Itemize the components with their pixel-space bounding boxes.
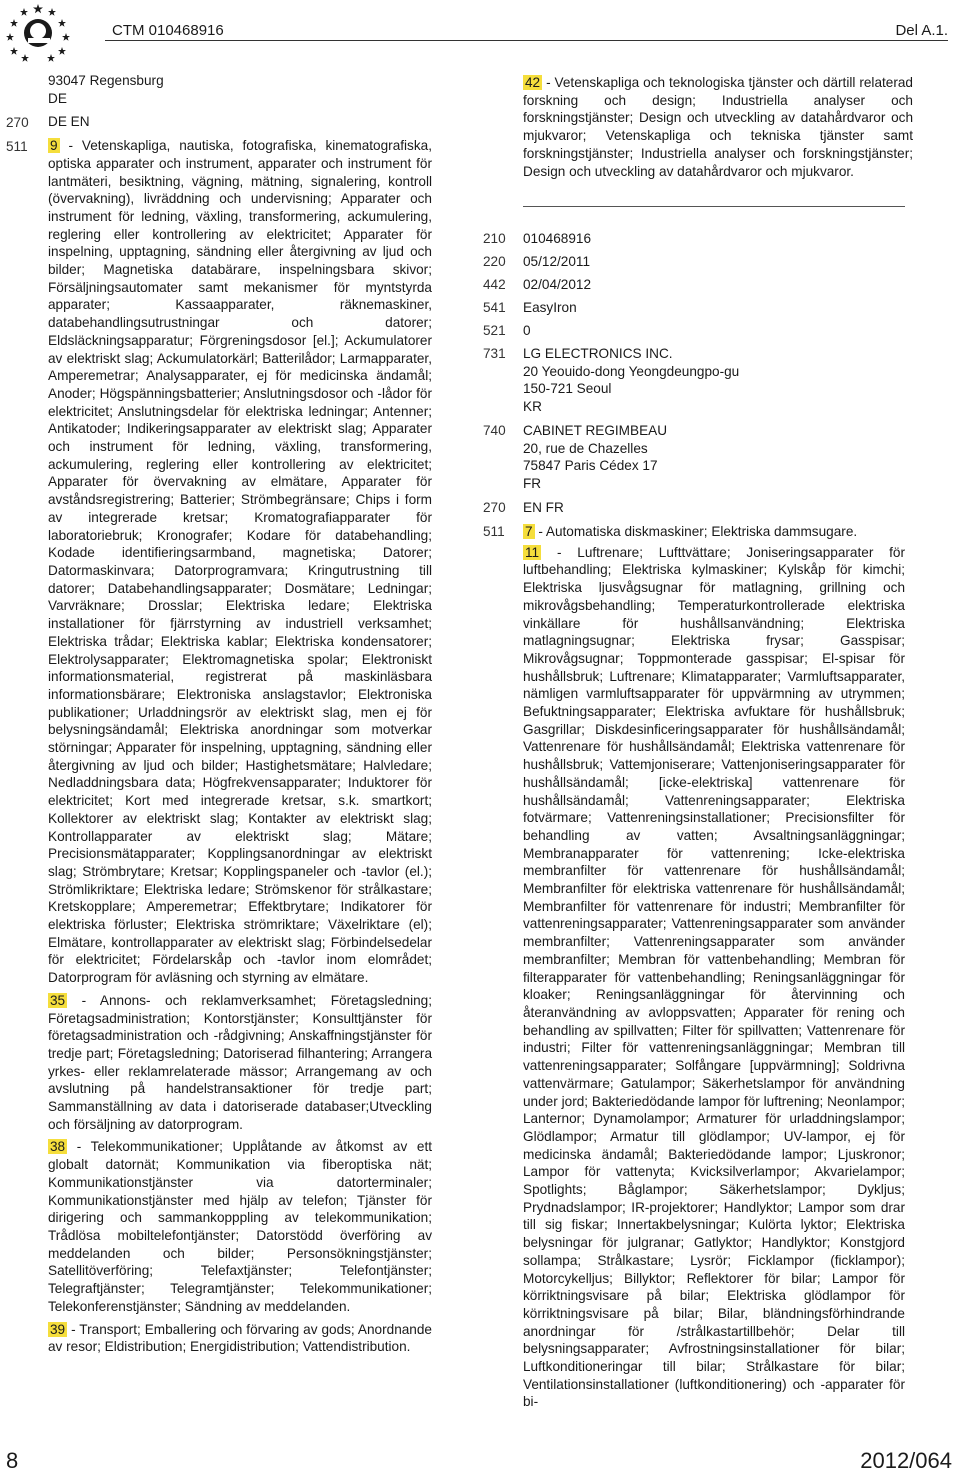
representative-city: 75847 Paris Cédex 17 [523, 458, 658, 474]
code-541: 541 [483, 300, 506, 315]
filing-number: 010468916 [523, 231, 592, 246]
publication-date: 02/04/2012 [523, 277, 592, 292]
class-38-text: - Telekommunikationer; Upplåtande av åtkomst av ett globalt datornät; Kommunikation via fiberoptiska nät; Kommunikationstjänster via datorterminaler; Kommunikationstjänster med hjälp av telefon; Tjänster för dirigering och sammankopppling av telekommunikation; Trådlösa mobiltelefontjänster; Datorstödd överföring av meddelanden och bilder; Personsökningstjänster; Satellitöverföring; Telefaxtjänster; Telefontjänster; Telegraftjänster; Telegramtjänster; Telekommunikationer; Telekonferenstjänster; Sändning av meddelanden. [48, 1139, 432, 1314]
code-511: 511 [6, 139, 28, 154]
class-39-paragraph [48, 1321, 432, 1356]
class-38-number: 38 [50, 1139, 66, 1155]
representative-block [523, 422, 667, 493]
code-270: 270 [6, 115, 29, 130]
owner-name: LG ELECTRONICS INC. [523, 346, 673, 361]
class-42-block [523, 74, 913, 180]
code-270-right: 270 [483, 500, 506, 515]
document-part: Del A.1. [895, 22, 948, 39]
class-42-paragraph [523, 74, 913, 180]
representative-street: 20, rue de Chazelles [523, 440, 648, 456]
code-521: 521 [483, 323, 506, 338]
code-511-right: 511 [483, 524, 505, 539]
mark-name: EasyIron [523, 300, 577, 315]
representative-country: FR [523, 476, 542, 492]
document-reference: CTM 010468916 [112, 22, 224, 39]
filing-date: 05/12/2011 [523, 254, 591, 269]
class-35-number: 35 [50, 992, 66, 1008]
class-7-text: - Automatiska diskmaskiner; Elektriska dammsugare. [538, 524, 858, 539]
code-731: 731 [483, 346, 506, 361]
owner-street: 20 Yeouido-dong Yeongdeungpo-gu [523, 363, 740, 379]
class-9-paragraph [48, 137, 432, 987]
representative-name: CABINET REGIMBEAU [523, 423, 668, 438]
owner-block [523, 345, 739, 416]
languages-right: EN FR [523, 500, 564, 515]
languages: DE EN [48, 114, 90, 130]
class-9-number: 9 [50, 138, 58, 154]
owner-city: 150-721 Seoul [523, 381, 612, 397]
code-521-value: 0 [523, 323, 531, 338]
page-number: 8 [6, 1448, 19, 1473]
code-220: 220 [483, 254, 506, 269]
class-11-number: 11 [525, 544, 540, 560]
class-7-number: 7 [525, 524, 533, 539]
class-39-text: - Transport; Emballering och förvaring av gods; Anordnande av resor; Eldistribution; Energidistribution; Vattendistribution. [48, 1321, 432, 1355]
class-39-number: 39 [50, 1321, 66, 1337]
entry-separator [523, 206, 905, 207]
class-35-text: - Annons- och reklamverksamhet; Företagsledning; Företagsadministration; Kontorstjänster; Konsulttjänster för företagsadministration och -rådgivning; Anskaffningstjänster för tredje part; Företagsledning; Datoriserad filhantering; Arrangera yrkes- eller reklamrelaterade mässor; Arrangemang av och avslutning på handelstransaktioner för tredje part; Sammanställning av data i datoriserade databaser;Utveckling och försäljning av datorprogram. [48, 992, 432, 1132]
goods-services-right [523, 523, 905, 1411]
left-column [48, 72, 432, 1356]
class-38-paragraph [48, 1138, 432, 1315]
address-country: DE [48, 90, 67, 106]
class-11-paragraph [523, 544, 905, 1411]
class-42-text: - Vetenskapliga och teknologiska tjänster och därtill relaterad forskning och design; Industriella analyser och forskningstjänster; Design och utveckling av datahårdvaror och mjukvaror; Vetenskapliga och tekniska tjänster samt forskningstjänster; Industriella analyser och forskningstjänster; Design och utveckling av datahårdvaror och mjukvaror. [523, 75, 913, 179]
class-11-text: - Luftrenare; Lufttvättare; Joniseringsapparater för luftbehandling; Elektriska kylmaskiner; Kylskåp för kimchi; Elektriska ljusvågsugnar för matlagning, grillning och mikrovågsbehandling; Temperaturkontrollerade elektriska vinkällare för hushållsanvändning; Elektriska matlagningsugnar; Elektriska frysar; Gasspisar; Mikrovågsugnar; Toppmonterade gasspisar; El-spisar för hushållsbruk; Luftrenare; Klimatapparater; Varmluftsapparater, nämligen varmluftsapparater för uppvärmning av utrymmen; Befuktningsapparater; Elektriska avfuktare för hushållsbruk; Gasgrillar; Diskdesinficeringsapparater för hushållsändamål; Vattenrenare för hushållsändamål; Elektriska vattenrenare för hushållsbruk; Vattemjoniserare; Vattenjoniseringsapparater för hushållsändamål; [icke-elektriska] vattenrenare för hushållsändamål; Vattenreningsapparater; Elektriska fotvärmare; Vattenreningsinstallationer; Precisionsfilter för behandling av vatten; Avsaltningsanläggningar; Membranapparater för vattenrening; Icke-elektriska membranfilter för vattenrenare för hushållsändamål; Membranfilter för elektriska vattenrenare för hushållsändamål; Membranfilter för vattenrenare för industri; Membranfilter för vattenreningsapparater; Vattenreningsapparater som använder membranfilter; Vattenreningsapparater som använder membranfilter; Membran för vattenbehandling; Membran för filterapparater för vattenbehandling; Reningsanläggningar för kloaker; Reningsanläggningar för återvinning och återanvändning av avloppsvatten; Apparater för rening och behandling av spillvatten; Filter för spillvatten; Vattenrenare för industri; Filter för vattenreningsanläggningar; Membran till vattenreningsapparater; Solfångare [uppvärmning]; Soldrivna vattenvärmare; Gatulampor; Säkerhetslampor för användning under jord; Bakteriedödande lampor för luftrening; Neonlampor; Lanternor; Dynamolampor; Armaturer för urladdningslampor; Glödlampor; Armatur till glödlampor; UV-lampor, ej för medicinska ändamål; Bakteriedödande lampor; Ljuskronor; Lampor för vattenyta; Kvicksilverlampor; Akvarielampor; Spotlights; Båglampor; Säkerhetslampor; Dykljus; Prydnadslampor; IR-projektorer; Handlyktor; Lampor som drar till sig fiskar; Innertakbelysningar; Kulörta lyktor; Elektriska belysningar för julgranar; Gatlyktor; Handlyktor; Konstgjord sollampa; Strålkastare; Lysrör; Ficklampor (ficklampor); Motorcykelljus; Billyktor; Reflektorer för bilar; Lampor för körriktningsvisare på bilar; Elektriska glödlampor för körriktningsvisare på bilar; Bilar, bländningsförhindrande anordningar för /strålkastartillbehör; Delar till belysningsapparater; Avfrostningsinstallationer för bilar; Luftkonditioneringar till bilar; Strålkastare för bilar; Ventilationsinstallationer (luftkonditionering) och -apparater för bi- [523, 544, 906, 1410]
class-7-paragraph [523, 523, 905, 541]
header-rule [105, 40, 948, 41]
class-9-text: - Vetenskapliga, nautiska, fotografiska, kinematografiska, optiska apparater och instrument, apparater och instrument för lantmäteri, besiktning, vägning, mätning, signalering, kontroll (övervakning), livräddning och undervisning; Apparater och instrument för ledning, växling, transformering, ackumulering, reglering eller kontrollering av elektricitet; Apparater för inspelning, upptagning, sändning eller återgivning av ljud och bilder; Magnetiska databärare, inspelningsbara skivor; Försäljningsautomater samt mekanismer för myntstyrda apparater; Kassaapparater, räknemaskiner, databehandlingsutrustningar och datorer; Eldsläckningsapparatur; Förgreningsdosor [el.]; Ackumulatorer av elektriskt slag; Ackumulatorkärl; Batterilådor; Larmapparater, Amperemetrar; Analysapparater, ej för medicinska ändamål; Anoder; Högspänningsbatterier; Anslutningsdosor och -lådor för elektricitet; Anslutningsdelar för elektriska ledningar; Antenner; Antikatoder; Indikeringsapparater av elektriskt slag; Apparater och instrument för ledning, växling, transformering, ackumulering, reglering eller kontrollering av elektricitet; Apparater för övervakning av elmätare, Apparater för avståndsregistrering; Batterier; Strömbegränsare; Chips i form av integrerade kretsar; Kromatografiapparater för laboratoriebruk; Kronografer; Kodare för databehandling; Kodade identifieringsarmband, magnetiska; Datorer; Datormaskinvara; Datorprogramvara; Kringutrustning till datorer; Databehandlingsapparater; Dosmätare; Ledningar; Varvräknare; Drosslar; Elektriska ledare; Elektriska installationer för fjärrstyrning av industriell verksamhet; Elektriska trådar; Elektriska kablar; Elektriska kondensatorer; Elektrolysapparater; Elektromagnetiska spolar; Elektroniskt informationsmaterial, registrerat på maskinläsbara informationsbärare; Elektroniska anslagstavlor; Elektroniska publikationer; Urladdningsrör av elektriskt slag, men ej för belysningsändamål; Elektriska anordningar som motverkar störningar; Apparater för inspelning, upptagning, sändning eller återgivning av ljud och bilder; Hastighetsmätare; Halvledare; Nedladdningsbara data; Högfrekvensapparater; Induktorer för elektricitet; Kort med integrerade kretsar, s.k. smartkort; Kollektorer av elektriskt slag; Kontakter av elektriskt slag; Kontrollapparater av elektriskt slag; Mätare; Precisionsmätapparater; Kopplingsanordningar av elektriskt slag; Strömbrytare; Kretsar; Kopplingspaneler och -tavlor (el.); Strömlikriktare; Elektriska ledare; Strömskenor för strålkastare; Kretskopplare; Amperemetrar; Effektbrytare; Indikatorer för elektriska förluster; Elektriska strömriktare; Växelriktare (el); Elmätare, kontrollapparater av elektriskt slag; Förbindelsedelar för elektricitet; Fördelarskåp och -tavlor inom elområdet; Datorprogram för avläsning och styrning av elmätare. [48, 138, 432, 986]
code-210: 210 [483, 231, 506, 246]
bulletin-issue: 2012/064 [860, 1448, 952, 1473]
owner-country: KR [523, 399, 542, 415]
class-42-number: 42 [525, 75, 541, 90]
code-442: 442 [483, 277, 506, 292]
class-35-paragraph [48, 992, 432, 1134]
ohim-logo [4, 2, 72, 62]
address-city: 93047 Regensburg [48, 73, 164, 88]
code-740: 740 [483, 423, 506, 438]
